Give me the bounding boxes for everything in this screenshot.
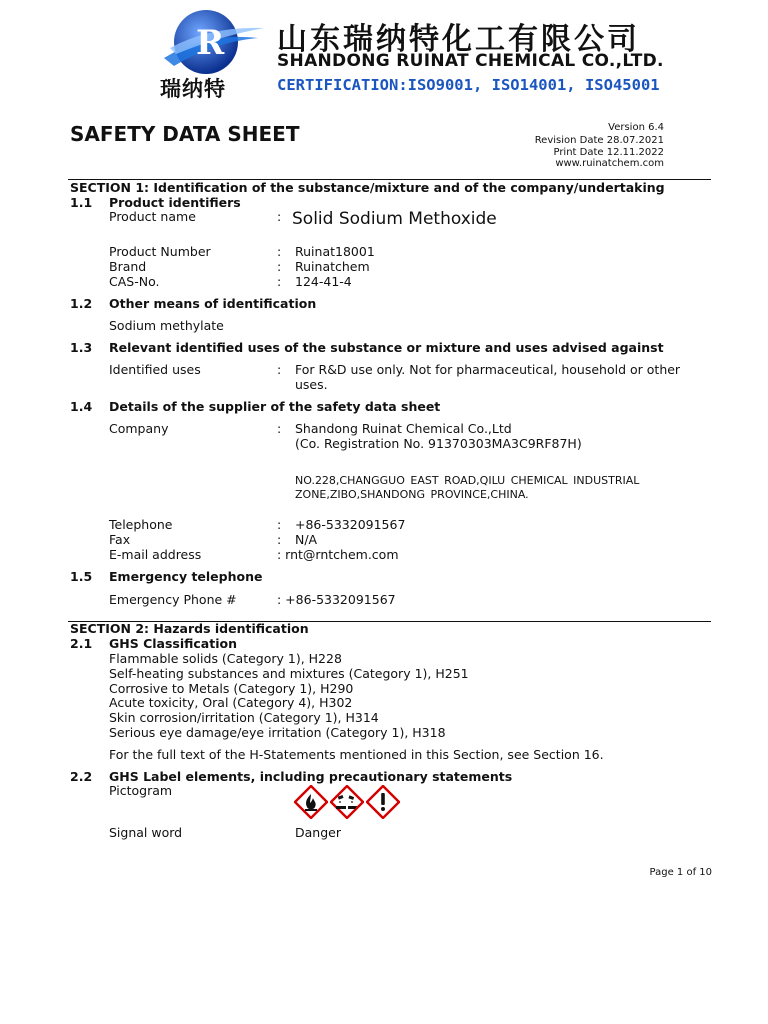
section-number: 1.5	[70, 569, 93, 584]
colon: :	[277, 362, 282, 377]
other-means-value: Sodium methylate	[109, 318, 224, 333]
website: www.ruinatchem.com	[555, 158, 664, 169]
signal-word-label: Signal word	[109, 825, 183, 840]
section-number: 1.2	[70, 296, 93, 311]
colon: :	[277, 244, 282, 259]
page-number: Page 1 of 10	[649, 867, 712, 878]
product-name-value: Solid Sodium Methoxide	[292, 209, 497, 229]
company-registration: (Co. Registration No. 91370303MA3C9RF87H)	[295, 436, 582, 451]
colon: :	[277, 274, 282, 289]
classification-item: Serious eye damage/eye irritation (Category 1), H318	[109, 725, 446, 740]
version: Version 6.4	[608, 122, 664, 133]
document-title: SAFETY DATA SHEET	[70, 122, 300, 146]
product-number-value: Ruinat18001	[295, 244, 375, 259]
classification-item: Corrosive to Metals (Category 1), H290	[109, 681, 354, 696]
emergency-phone-label: Emergency Phone #	[109, 592, 237, 607]
company-name-value: Shandong Ruinat Chemical Co.,Ltd	[295, 421, 512, 436]
fax-value: N/A	[295, 532, 318, 547]
revision-date: Revision Date 28.07.2021	[534, 135, 664, 146]
brand-value: Ruinatchem	[295, 259, 370, 274]
subsection-title: Details of the supplier of the safety data sheet	[109, 399, 441, 414]
colon: :	[277, 209, 282, 224]
brand-label: Brand	[109, 259, 147, 274]
full-text-note: For the full text of the H-Statements mentioned in this Section, see Section 16.	[109, 747, 604, 762]
telephone-label: Telephone	[109, 517, 173, 532]
classification-item: Flammable solids (Category 1), H228	[109, 651, 342, 666]
section-number: 2.2	[70, 769, 93, 784]
subsection-title: Relevant identified uses of the substance or mixture and uses advised against	[109, 340, 664, 355]
email-label: E-mail address	[109, 547, 202, 562]
colon: :	[277, 517, 282, 532]
logo-letter: R	[196, 23, 225, 63]
fax-label: Fax	[109, 532, 131, 547]
classification-item: Acute toxicity, Oral (Category 4), H302	[109, 695, 353, 710]
certification-line: CERTIFICATION:ISO9001, ISO14001, ISO45001	[277, 76, 660, 94]
subsection-title: GHS Classification	[109, 636, 237, 651]
telephone-value: +86-5332091567	[295, 517, 406, 532]
product-name-label: Product name	[109, 209, 196, 224]
section-1-heading: SECTION 1: Identification of the substance/mixture and of the company/undertaking	[70, 180, 665, 195]
emergency-phone-value: : +86-5332091567	[277, 592, 396, 607]
email-value: : rnt@rntchem.com	[277, 547, 399, 562]
section-2-heading: SECTION 2: Hazards identification	[70, 621, 309, 636]
company-name-english: SHANDONG RUINAT CHEMICAL CO.,LTD.	[277, 51, 664, 71]
address-line2: ZONE,ZIBO,SHANDONG PROVINCE,CHINA.	[295, 488, 529, 501]
subsection-title: GHS Label elements, including precautionary statements	[109, 769, 513, 784]
brand-chinese: 瑞纳特	[160, 77, 226, 101]
company-label: Company	[109, 421, 169, 436]
colon: :	[277, 532, 282, 547]
section-number: 2.1	[70, 636, 93, 651]
pictogram-label: Pictogram	[109, 783, 173, 798]
print-date: Print Date 12.11.2022	[553, 147, 664, 158]
classification-item: Self-heating substances and mixtures (Category 1), H251	[109, 666, 469, 681]
subsection-title: Other means of identification	[109, 296, 317, 311]
corrosion-icon	[330, 785, 364, 819]
cas-label: CAS-No.	[109, 274, 160, 289]
section-number: 1.3	[70, 340, 93, 355]
cas-value: 124-41-4	[295, 274, 352, 289]
flame-icon	[294, 785, 328, 819]
section-number: 1.1	[70, 195, 93, 210]
signal-word-value: Danger	[295, 825, 341, 840]
exclamation-icon	[366, 785, 400, 819]
identified-uses-label: Identified uses	[109, 362, 201, 377]
company-name-chinese: 山东瑞纳特化工有限公司	[277, 22, 640, 57]
product-number-label: Product Number	[109, 244, 211, 259]
address-line1: NO.228,CHANGGUO EAST ROAD,QILU CHEMICAL INDUSTRIAL	[295, 474, 640, 487]
colon: :	[277, 259, 282, 274]
identified-uses-line2: uses.	[295, 377, 328, 392]
identified-uses-line1: For R&D use only. Not for pharmaceutical, household or other	[295, 362, 681, 377]
subsection-title: Product identifiers	[109, 195, 241, 210]
classification-item: Skin corrosion/irritation (Category 1), H314	[109, 710, 379, 725]
section-number: 1.4	[70, 399, 93, 414]
colon: :	[277, 421, 282, 436]
subsection-title: Emergency telephone	[109, 569, 263, 584]
